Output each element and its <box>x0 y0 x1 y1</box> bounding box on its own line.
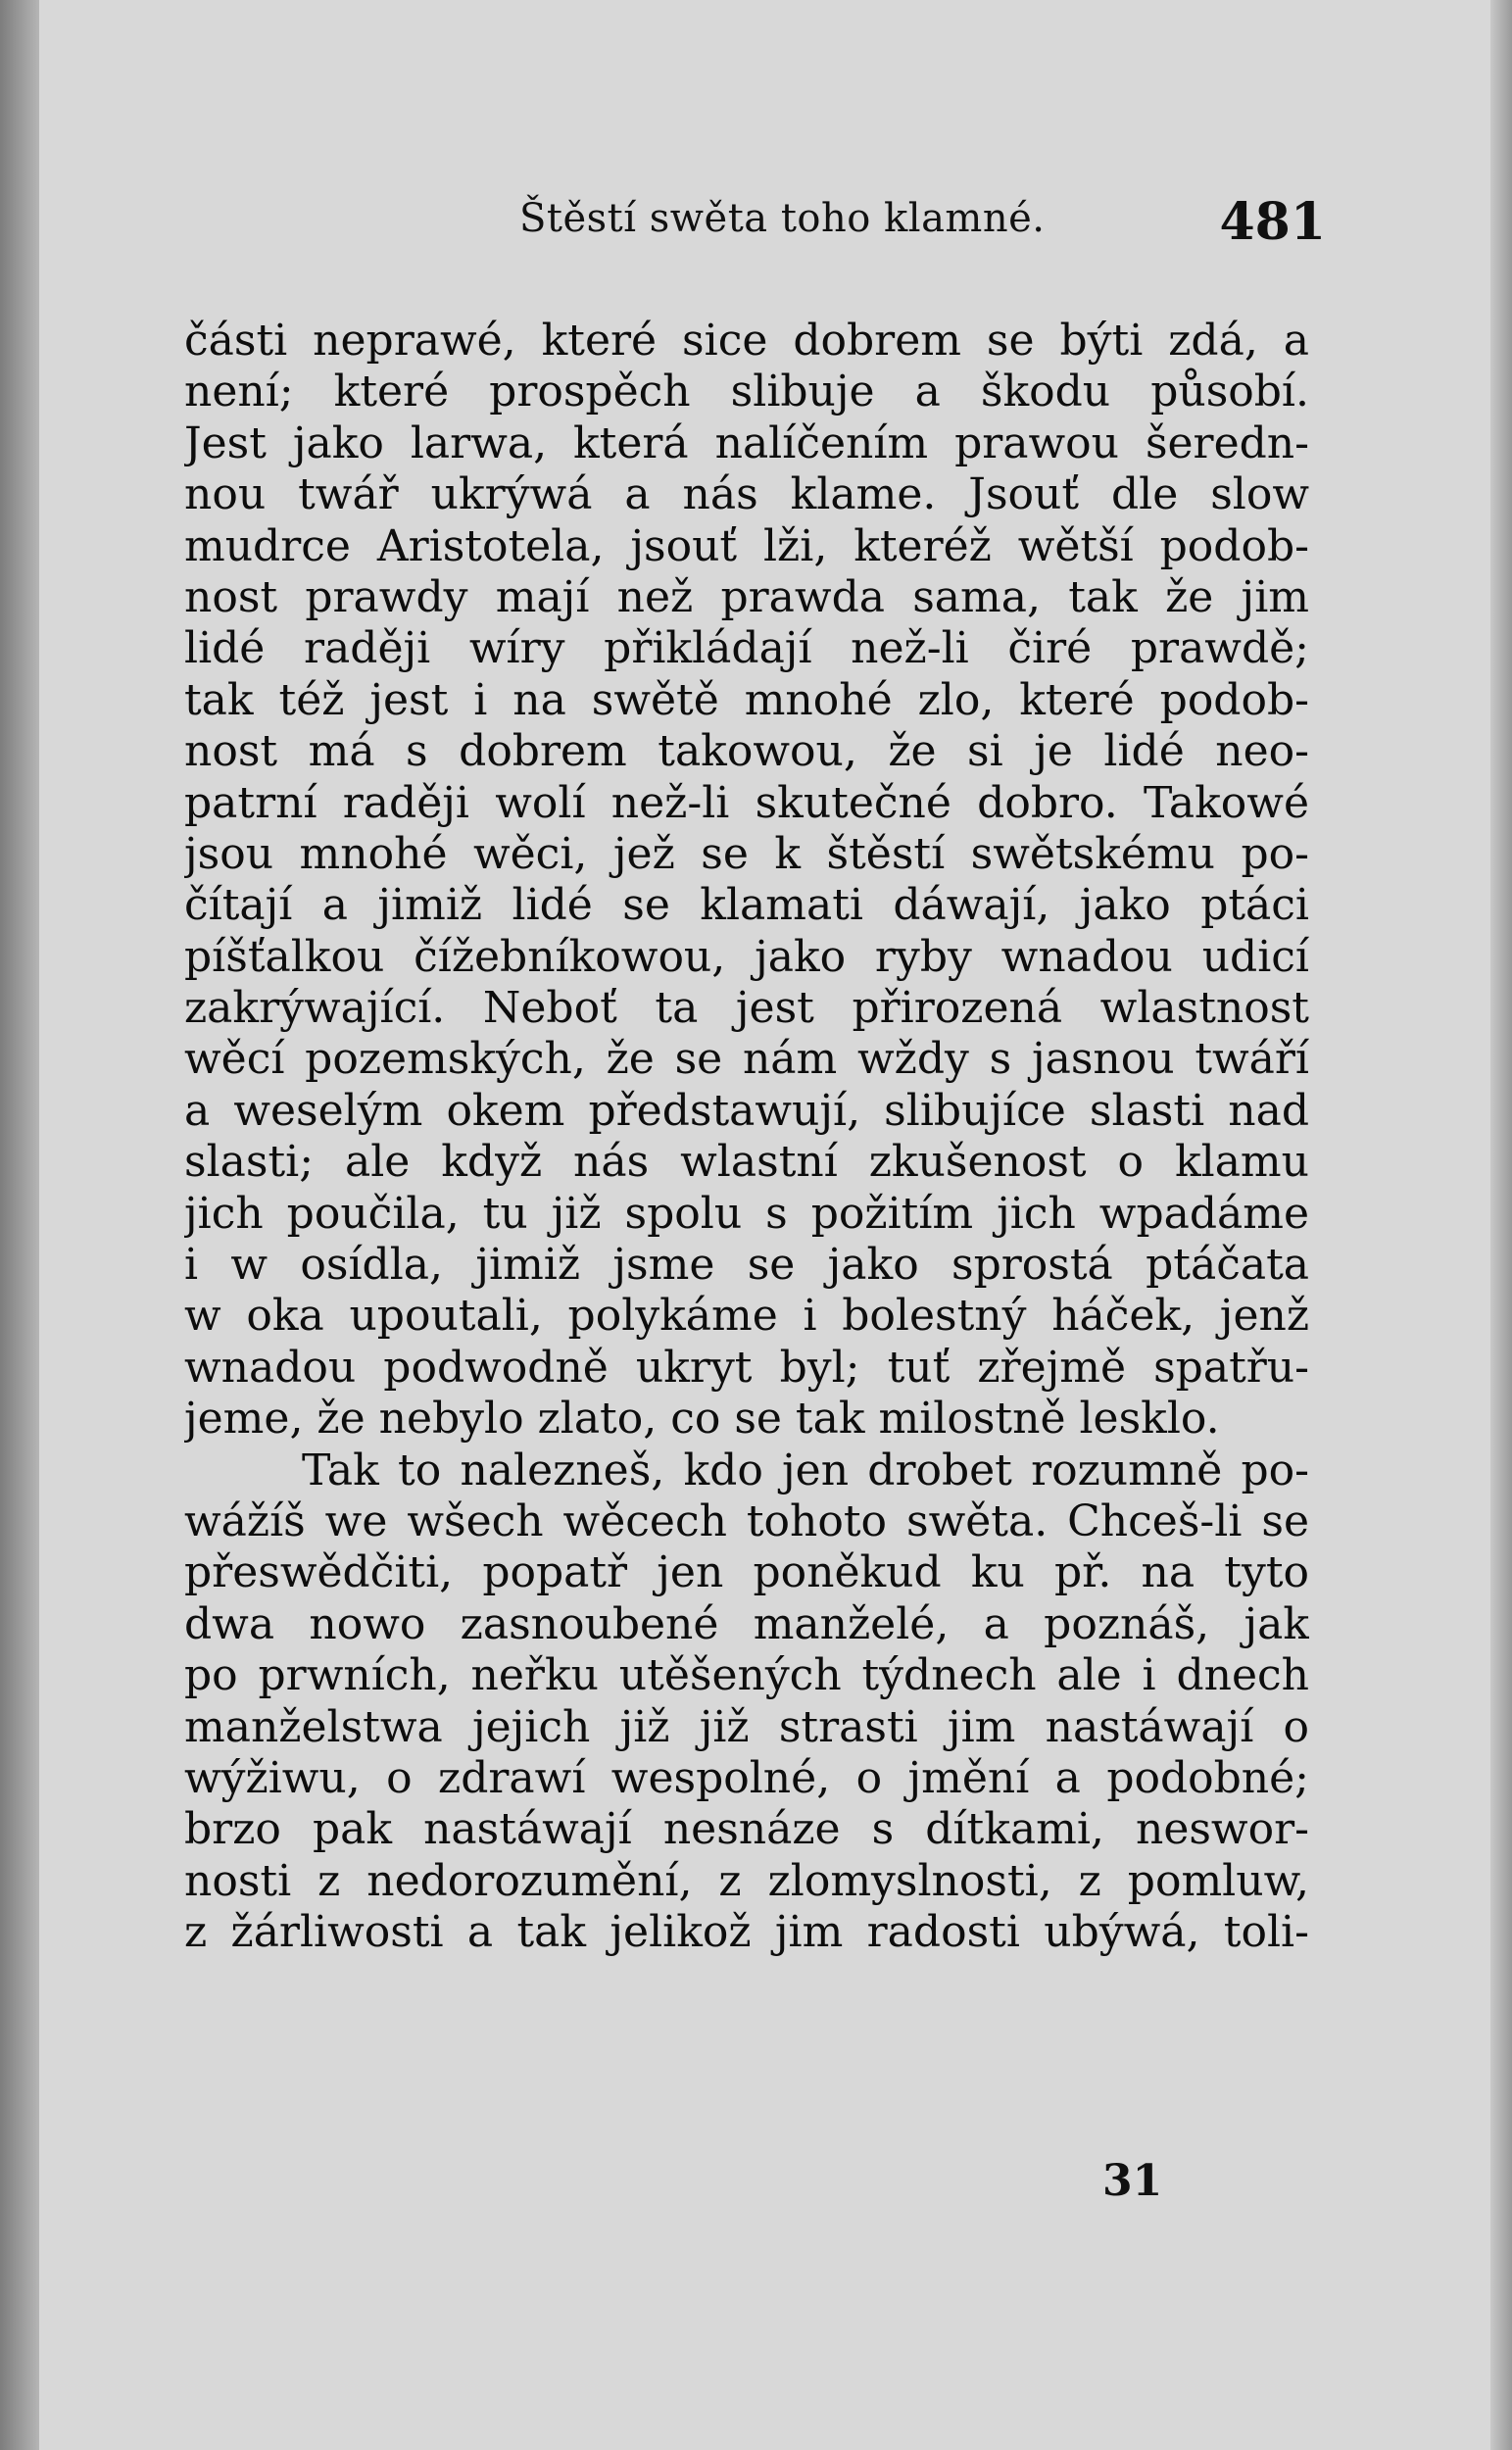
text-line: a weselým okem předstawují, slibujíce slasti nad <box>184 1085 1309 1136</box>
text-line: i w osídla, jimiž jsme se jako sprostá ptáčata <box>184 1240 1309 1291</box>
text-line: manželstwa jejich již již strasti jim nastáwají o <box>184 1701 1309 1752</box>
text-line: patrní raději wolí než-li skutečné dobro. Takowé <box>184 777 1309 828</box>
text-line: wěcí pozemských, že se nám wždy s jasnou twáří <box>184 1034 1309 1085</box>
text-line: jich poučila, tu již spolu s požitím jich wpadáme <box>184 1188 1309 1239</box>
text-line: nost má s dobrem takowou, že si je lidé neo- <box>184 726 1309 777</box>
text-line: z žárliwosti a tak jelikož jim radosti ubýwá, toli- <box>184 1907 1309 1958</box>
text-line: slasti; ale když nás wlastní zkušenost o klamu <box>184 1137 1309 1188</box>
text-line: nosti z nedorozumění, z zlomyslnosti, z pomluw, <box>184 1855 1309 1906</box>
running-title: Štěstí swěta toho klamné. <box>519 196 1046 241</box>
text-line: není; které prospěch slibuje a škodu působí. <box>184 367 1309 417</box>
text-line: wážíš we wšech wěcech tohoto swěta. Chceš-li se <box>184 1495 1309 1546</box>
text-line: zakrýwající. Neboť ta jest přirozená wlastnost <box>184 983 1309 1034</box>
text-line: přeswědčiti, popatř jen poněkud ku př. na tyto <box>184 1547 1309 1598</box>
text-line: části neprawé, které sice dobrem se býti zdá, a <box>184 316 1309 366</box>
text-line: brzo pak nastáwají nesnáze s dítkami, neswor- <box>184 1804 1309 1855</box>
text-line: lidé raději wíry přikládají než-li čiré prawdě; <box>184 623 1309 674</box>
text-line: mudrce Aristotela, jsouť lži, kteréž wětší podob- <box>184 520 1309 571</box>
text-line: nost prawdy mají než prawda sama, tak že jim <box>184 571 1309 622</box>
text-line: tak též jest i na swětě mnohé zlo, které podob- <box>184 674 1309 725</box>
page-header <box>186 192 1326 251</box>
text-line: čítají a jimiž lidé se klamati dáwají, jako ptáci <box>184 880 1309 931</box>
text-line: Tak to nalezneš, kdo jen drobet rozumně po- <box>302 1445 1309 1495</box>
page-number: 481 <box>1219 192 1326 252</box>
text-line: po prwních, neřku utěšených týdnech ale i dnech <box>184 1650 1309 1701</box>
text-line: Jest jako larwa, která nalíčením prawou šeredn- <box>184 417 1309 468</box>
text-line: jsou mnohé wěci, jež se k štěstí swětskému po- <box>184 828 1309 879</box>
text-line: jeme, že nebylo zlato, co se tak milostně lesklo. <box>184 1394 1220 1445</box>
body-text <box>184 316 1309 1959</box>
text-line: wýžiwu, o zdrawí wespolné, o jmění a podobné; <box>184 1752 1309 1803</box>
signature-mark: 31 <box>1102 2156 1163 2206</box>
text-line: píšťalkou čížebníkowou, jako ryby wnadou udicí <box>184 931 1309 982</box>
text-line: nou twář ukrýwá a nás klame. Jsouť dle slow <box>184 469 1309 520</box>
text-line: dwa nowo zasnoubené manželé, a poznáš, jak <box>184 1598 1309 1649</box>
text-line: w oka upoutali, polykáme i bolestný háček, jenž <box>184 1291 1309 1342</box>
text-line: wnadou podwodně ukryt byl; tuť zřejmě spatřu- <box>184 1342 1309 1393</box>
